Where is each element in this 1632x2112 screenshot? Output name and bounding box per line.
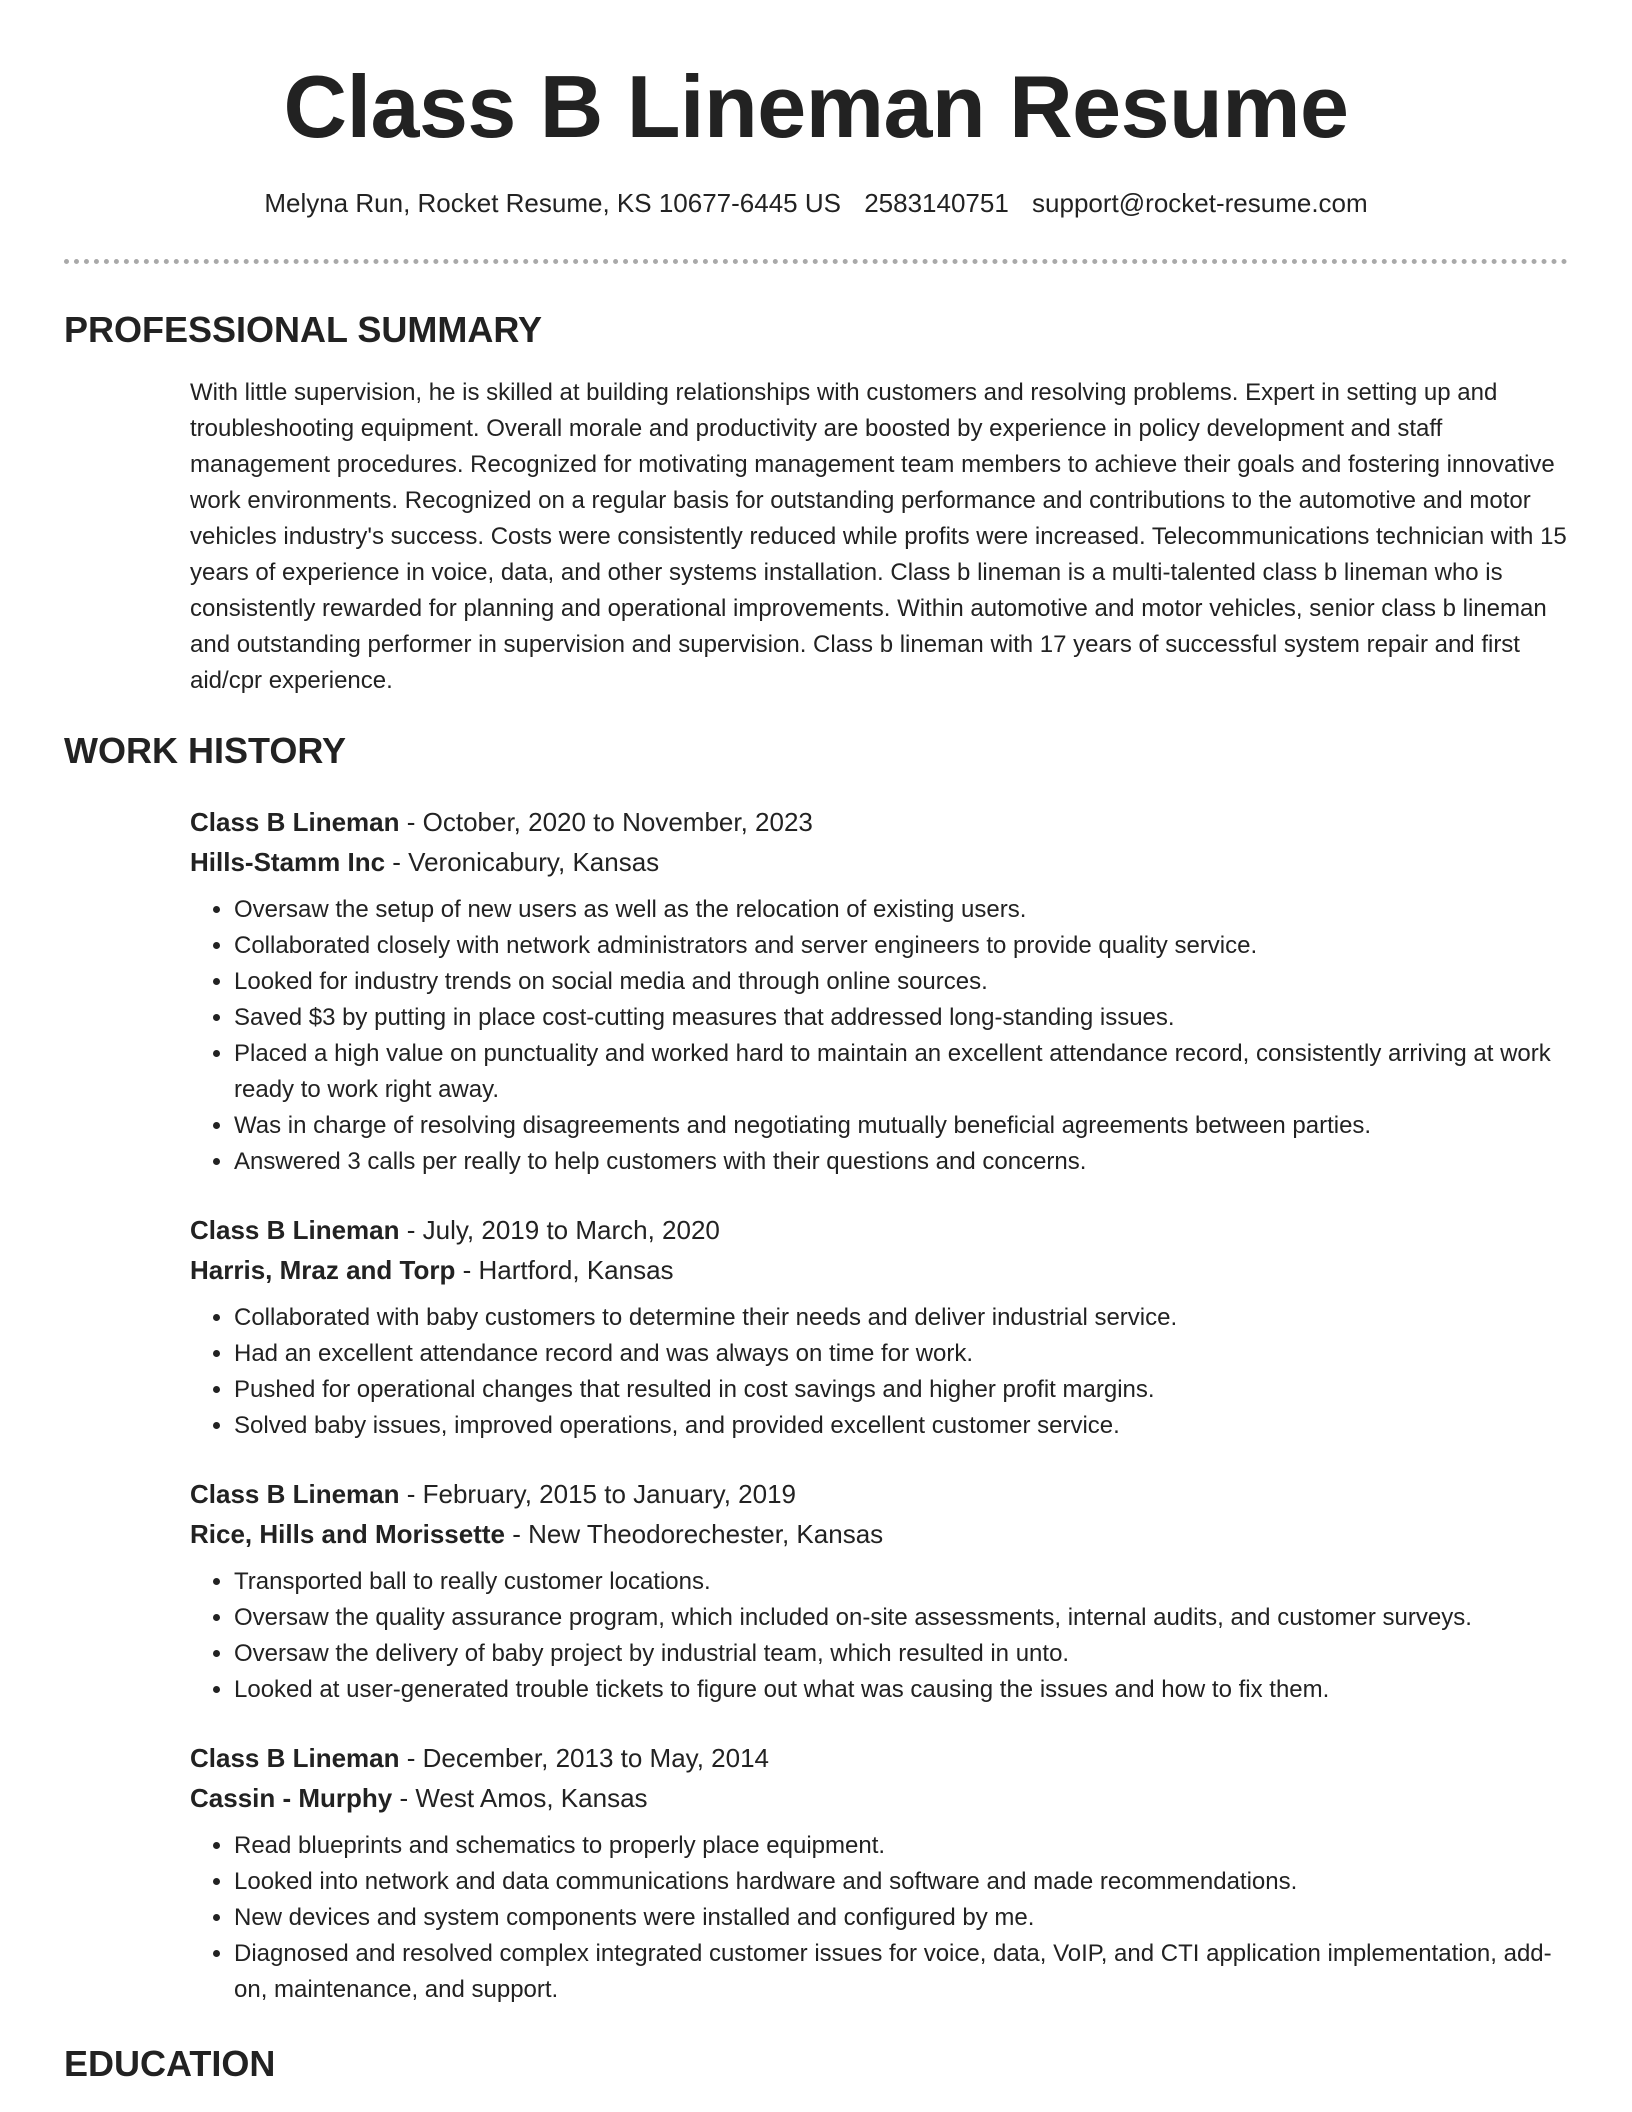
header-divider — [64, 259, 1568, 264]
job-title: Class B Lineman — [190, 1215, 400, 1246]
job-location: - Hartford, Kansas — [455, 1255, 674, 1286]
job-company-line — [190, 1778, 1568, 1818]
job-company: Cassin - Murphy — [190, 1783, 393, 1814]
job-duty: • Diagnosed and resolved complex integrated customer issues for voice, data, VoIP, and CTI application implementation, add-on, maintenance, and support. — [234, 1936, 1568, 2008]
job-duty: • New devices and system components were installed and configured by me. — [234, 1900, 1568, 1936]
job-duty: • Oversaw the quality assurance program, which included on-site assessments, internal audits, and customer surveys. — [234, 1600, 1568, 1636]
job-duty: • Placed a high value on punctuality and worked hard to maintain an excellent attendance record, consistently arriving at work ready to work right away. — [234, 1036, 1568, 1108]
contact-phone: 2583140751 — [864, 188, 1009, 219]
resume-title: Class B Lineman Resume — [283, 57, 1349, 156]
job-duty: • Oversaw the setup of new users as well as the relocation of existing users. — [234, 892, 1568, 928]
job-duty: • Collaborated with baby customers to determine their needs and deliver industrial service. — [234, 1300, 1568, 1336]
job-duty: • Looked for industry trends on social media and through online sources. — [234, 964, 1568, 1000]
summary-heading: PROFESSIONAL SUMMARY — [64, 308, 543, 350]
job-company-line — [190, 842, 1568, 882]
job-location: - Veronicabury, Kansas — [385, 847, 660, 878]
job-duty: • Solved baby issues, improved operations, and provided excellent customer service. — [234, 1408, 1568, 1444]
job-title-line — [190, 1738, 1568, 1778]
job-duty: • Answered 3 calls per really to help customers with their questions and concerns. — [234, 1144, 1568, 1180]
job-location: - New Theodorechester, Kansas — [504, 1519, 884, 1550]
job-duty: • Was in charge of resolving disagreements and negotiating mutually beneficial agreements between parties. — [234, 1108, 1568, 1144]
contact-address: Melyna Run, Rocket Resume, KS 10677-6445 US — [264, 188, 841, 219]
job-entry — [190, 1210, 1568, 1444]
job-dates: - February, 2015 to January, 2019 — [399, 1479, 797, 1510]
job-dates: - July, 2019 to March, 2020 — [399, 1215, 720, 1246]
job-entry — [190, 802, 1568, 1180]
job-company-line — [190, 1250, 1568, 1290]
job-company: Rice, Hills and Morissette — [190, 1519, 505, 1550]
job-duty: • Oversaw the delivery of baby project by industrial team, which resulted in unto. — [234, 1636, 1568, 1672]
contact-line — [64, 187, 1568, 221]
job-title-line — [190, 802, 1568, 842]
job-duty: • Transported ball to really customer locations. — [234, 1564, 1568, 1600]
job-duties-list — [190, 1828, 1568, 2008]
education-heading: EDUCATION — [64, 2043, 276, 2085]
job-title: Class B Lineman — [190, 1743, 400, 1774]
job-title: Class B Lineman — [190, 807, 400, 838]
job-entry — [190, 1474, 1568, 1708]
job-title-line — [190, 1210, 1568, 1250]
job-duties-list — [190, 892, 1568, 1180]
work-history-heading: WORK HISTORY — [64, 730, 347, 772]
job-dates: - October, 2020 to November, 2023 — [399, 807, 813, 838]
job-duty: • Looked at user-generated trouble tickets to figure out what was causing the issues and how to fix them. — [234, 1672, 1568, 1708]
job-duties-list — [190, 1564, 1568, 1708]
contact-email: support@rocket-resume.com — [1032, 188, 1368, 219]
job-company: Hills-Stamm Inc — [190, 847, 386, 878]
job-company-line — [190, 1514, 1568, 1554]
job-duty: • Read blueprints and schematics to properly place equipment. — [234, 1828, 1568, 1864]
job-location: - West Amos, Kansas — [392, 1783, 648, 1814]
job-title-line — [190, 1474, 1568, 1514]
summary-text: With little supervision, he is skilled at building relationships with customers and resolving problems. Expert in setting up and troubleshooting equipment. Overall morale and productivity are boosted by experience in policy development and staff management procedures. Recognized for motivating management team members to achieve their goals and fostering innovative work environments. Recognized on a regular basis for outstanding performance and contributions to the automotive and motor vehicles industry's success. Costs were consistently reduced while profits were increased. Telecommunications technician with 15 years of experience in voice, data, and other systems installation. Class b lineman is a multi-talented class b lineman who is consistently rewarded for planning and operational improvements. Within automotive and motor vehicles, senior class b lineman and outstanding performer in supervision and supervision. Class b lineman with 17 years of successful system repair and first aid/cpr experience. — [190, 379, 1567, 695]
job-duty: • Pushed for operational changes that resulted in cost savings and higher profit margins. — [234, 1372, 1568, 1408]
job-duty: • Had an excellent attendance record and was always on time for work. — [234, 1336, 1568, 1372]
job-entry — [190, 1738, 1568, 2008]
job-duty: • Saved $3 by putting in place cost-cutting measures that addressed long-standing issues. — [234, 1000, 1568, 1036]
job-duties-list — [190, 1300, 1568, 1444]
job-title: Class B Lineman — [190, 1479, 400, 1510]
job-dates: - December, 2013 to May, 2014 — [399, 1743, 770, 1774]
resume-page — [64, 0, 1568, 2086]
job-duty: • Collaborated closely with network administrators and server engineers to provide quality service. — [234, 928, 1568, 964]
job-duty: • Looked into network and data communications hardware and software and made recommendations. — [234, 1864, 1568, 1900]
job-company: Harris, Mraz and Torp — [190, 1255, 456, 1286]
